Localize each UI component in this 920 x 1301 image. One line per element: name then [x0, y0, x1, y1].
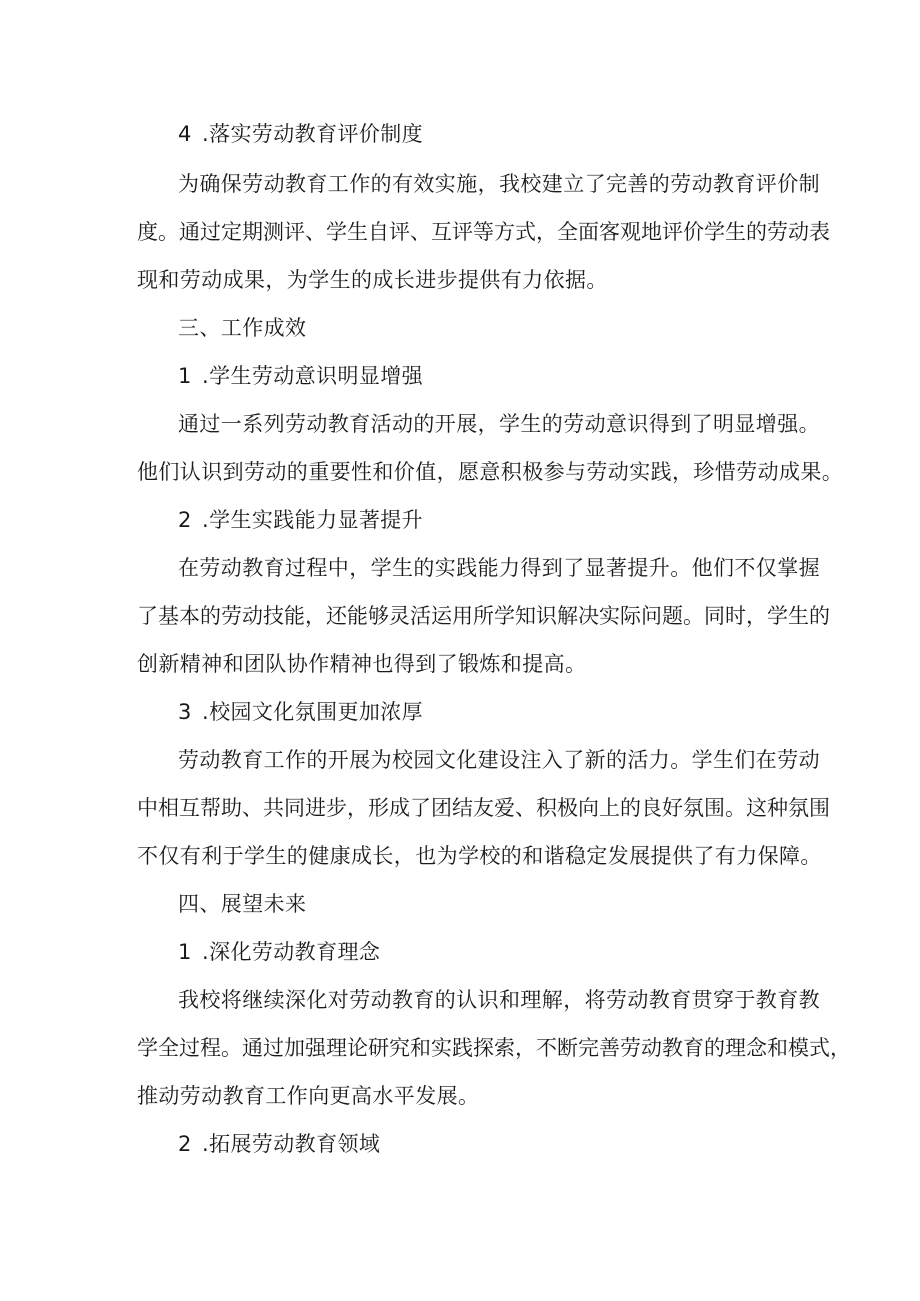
paragraph-line: 劳动教育工作的开展为校园文化建设注入了新的活力。学生们在劳动	[178, 748, 820, 772]
paragraph-line: 通过一系列劳动教育活动的开展，学生的劳动意识得到了明显增强。	[178, 412, 820, 436]
section-item-title	[178, 698, 423, 726]
section-item-title	[178, 362, 423, 390]
paragraph-line: 推动劳动教育工作向更高水平发展。	[137, 1084, 480, 1108]
section-item-title	[178, 120, 423, 148]
item-title: .学生劳动意识明显增强	[202, 364, 424, 388]
paragraph-line: 创新精神和团队协作精神也得到了锻炼和提高。	[137, 652, 587, 676]
item-number: 2	[178, 508, 192, 532]
section-item-title	[178, 1130, 380, 1158]
paragraph-line: 了基本的劳动技能，还能够灵活运用所学知识解决实际问题。同时，学生的	[137, 604, 830, 628]
paragraph-line: 他们认识到劳动的重要性和价值，愿意积极参与劳动实践，珍惜劳动成果。	[137, 460, 844, 484]
item-title: .拓展劳动教育领域	[202, 1132, 381, 1156]
paragraph-line: 为确保劳动教育工作的有效实施，我校建立了完善的劳动教育评价制	[178, 172, 820, 196]
paragraph-line: 度。通过定期测评、学生自评、互评等方式，全面客观地评价学生的劳动表	[137, 220, 830, 244]
item-number: 1	[178, 940, 192, 964]
section-item-title	[178, 506, 423, 534]
item-title: .校园文化氛围更加浓厚	[202, 700, 424, 724]
paragraph-line: 在劳动教育过程中，学生的实践能力得到了显著提升。他们不仅掌握	[178, 556, 820, 580]
section-item-title	[178, 938, 380, 966]
item-title: .深化劳动教育理念	[202, 940, 381, 964]
item-number: 2	[178, 1132, 192, 1156]
paragraph-line: 学全过程。通过加强理论研究和实践探索，不断完善劳动教育的理念和模式，	[137, 1036, 851, 1060]
section-heading: 四、展望未来	[178, 892, 307, 916]
item-number: 4	[178, 122, 192, 146]
item-number: 3	[178, 700, 192, 724]
paragraph-line: 不仅有利于学生的健康成长，也为学校的和谐稳定发展提供了有力保障。	[137, 844, 822, 868]
paragraph-line: 中相互帮助、共同进步，形成了团结友爱、积极向上的良好氛围。这种氛围	[137, 796, 830, 820]
paragraph-line: 现和劳动成果，为学生的成长进步提供有力依据。	[137, 268, 608, 292]
item-title: .落实劳动教育评价制度	[202, 122, 424, 146]
paragraph-line: 我校将继续深化对劳动教育的认识和理解，将劳动教育贯穿于教育教	[178, 988, 820, 1012]
item-number: 1	[178, 364, 192, 388]
item-title: .学生实践能力显著提升	[202, 508, 424, 532]
section-heading: 三、工作成效	[178, 316, 307, 340]
